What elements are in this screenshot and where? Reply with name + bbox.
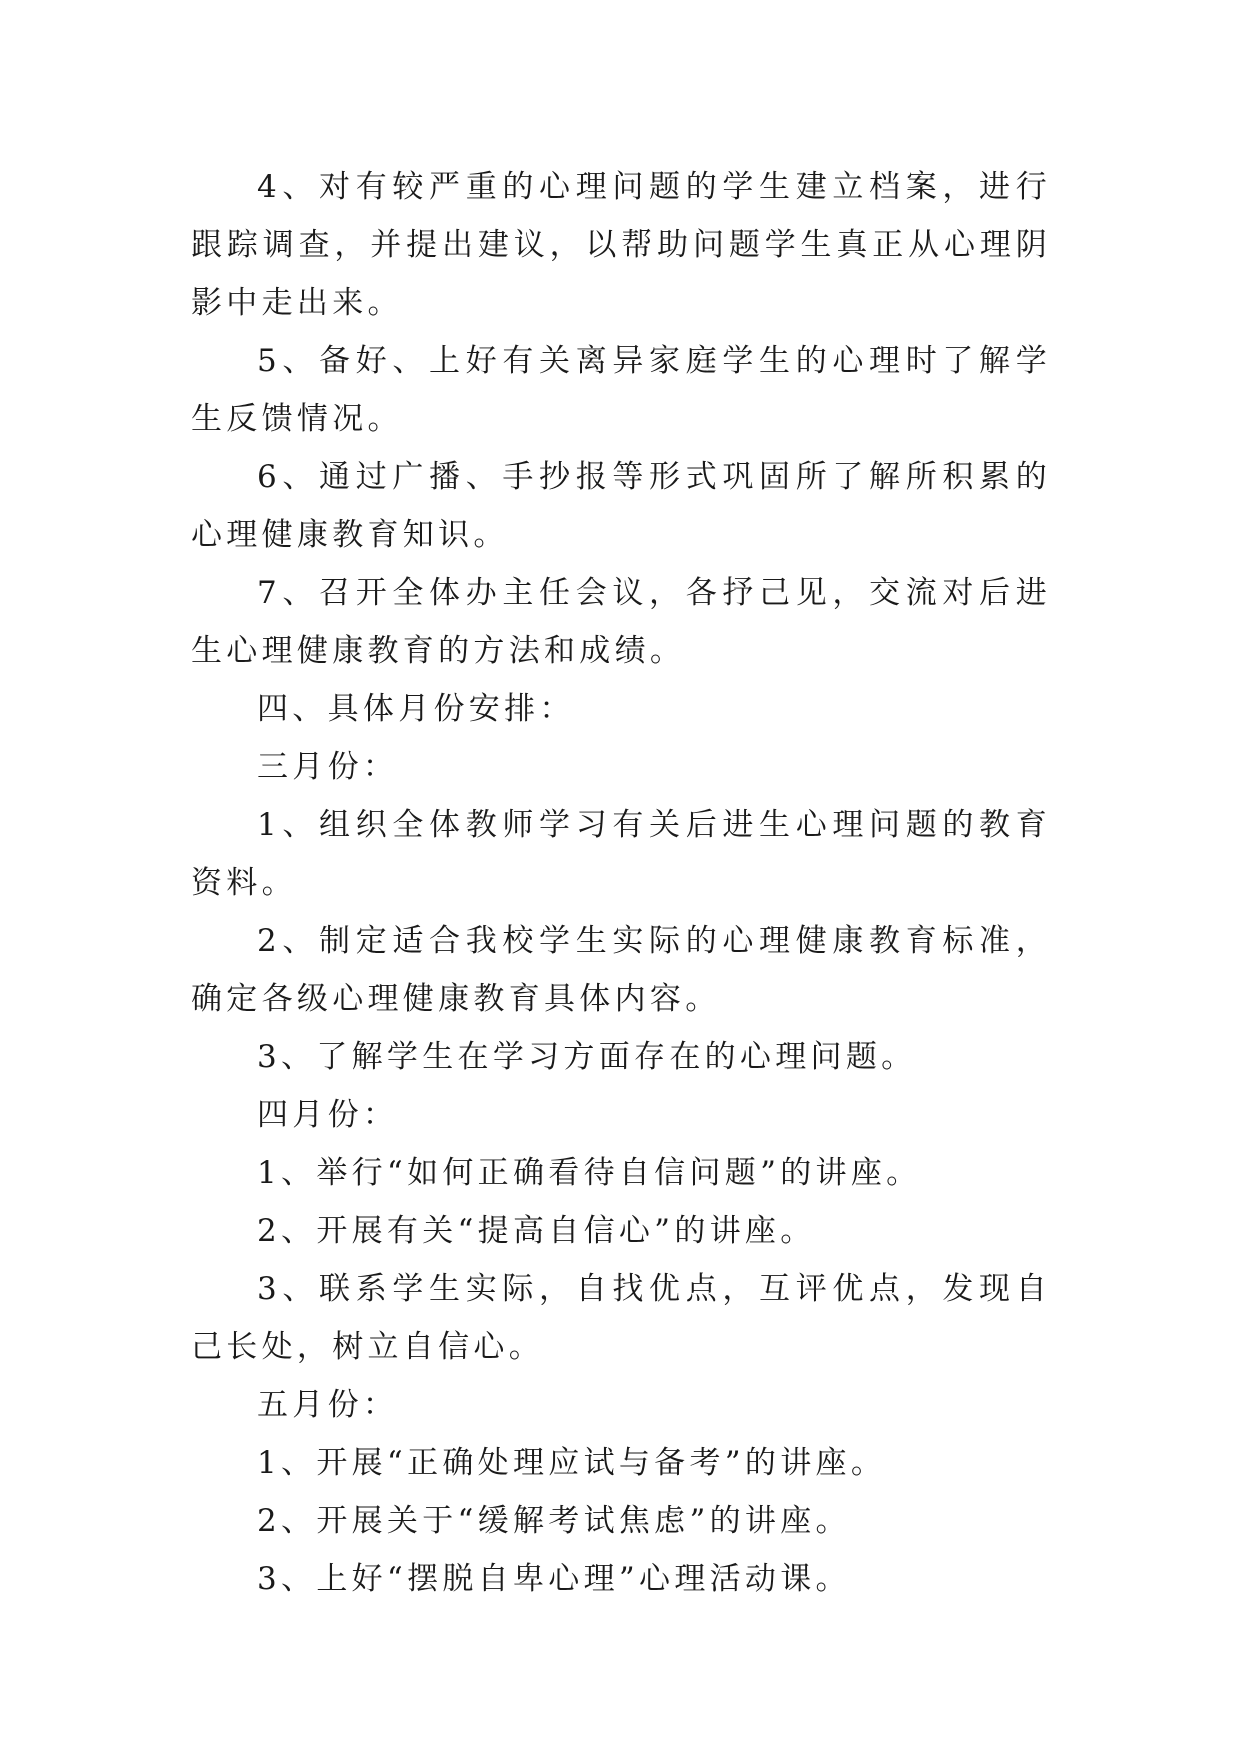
paragraph-item-6-broadcast: 6、通过广播、手抄报等形式巩固所了解所积累的心理健康教育知识。 (191, 459, 1051, 553)
month-heading-april: 四月份： (257, 1097, 399, 1133)
list-item: 1、组织全体教师学习有关后进生心理问题的教育资料。 (191, 807, 1051, 901)
document-body (191, 158, 1051, 1608)
paragraph-item-5-divorced-family: 5、备好、上好有关离异家庭学生的心理时了解学生反馈情况。 (191, 343, 1051, 437)
list-item: 2、开展有关“提高自信心”的讲座。 (257, 1213, 816, 1249)
month-heading-may: 五月份： (257, 1387, 399, 1423)
paragraph-item-4-archive: 4、对有较严重的心理问题的学生建立档案，进行跟踪调查，并提出建议，以帮助问题学生真正从心理阴影中走出来。 (191, 169, 1051, 321)
paragraph-item-7-meeting: 7、召开全体办主任会议，各抒己见，交流对后进生心理健康教育的方法和成绩。 (191, 575, 1051, 669)
section-heading-monthly-schedule: 四、具体月份安排： (257, 691, 575, 727)
list-item: 3、联系学生实际，自找优点，互评优点，发现自己长处，树立自信心。 (191, 1271, 1051, 1365)
list-item: 2、开展关于“缓解考试焦虑”的讲座。 (257, 1503, 851, 1539)
list-item: 3、了解学生在学习方面存在的心理问题。 (257, 1039, 917, 1075)
list-item: 1、开展“正确处理应试与备考”的讲座。 (257, 1445, 887, 1481)
list-item: 2、制定适合我校学生实际的心理健康教育标准，确定各级心理健康教育具体内容。 (191, 923, 1051, 1017)
list-item: 1、举行“如何正确看待自信问题”的讲座。 (257, 1155, 922, 1191)
list-item: 3、上好“摆脱自卑心理”心理活动课。 (257, 1561, 851, 1597)
month-heading-march: 三月份： (257, 749, 399, 785)
